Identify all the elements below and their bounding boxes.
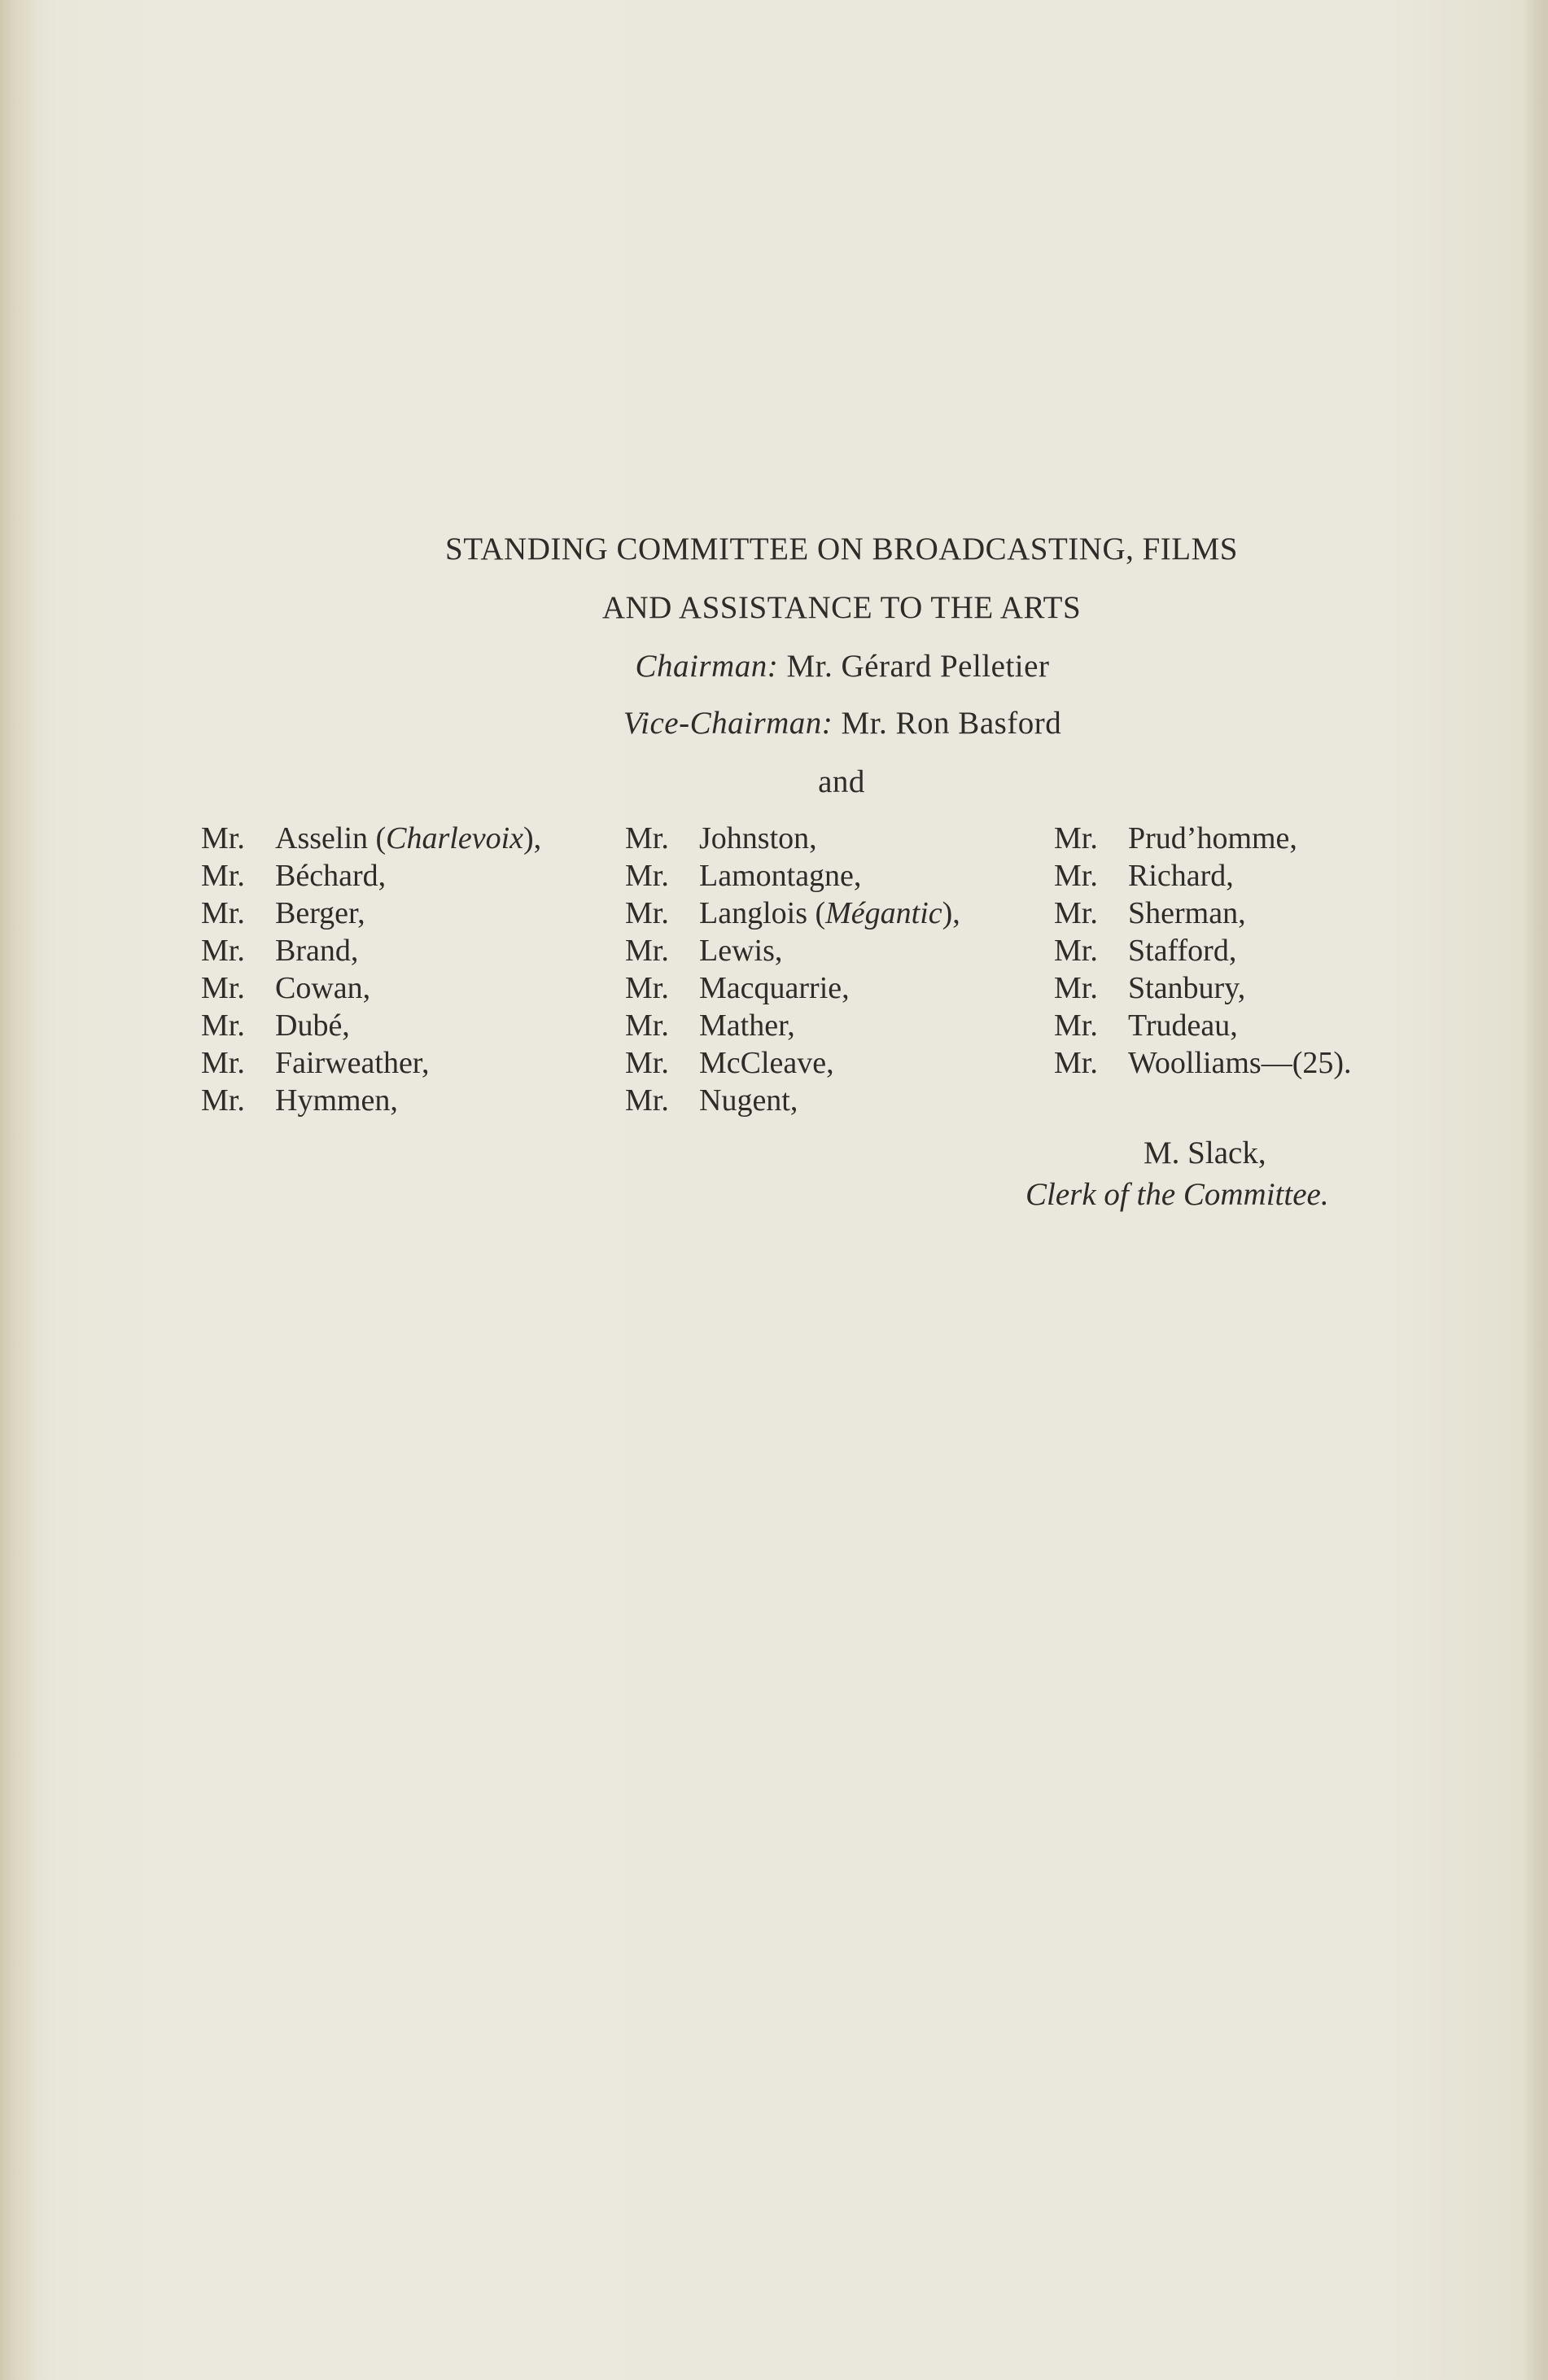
member-entry (1054, 895, 1352, 932)
member-entry (625, 895, 960, 932)
clerk-name: M. Slack, (1144, 1135, 1266, 1170)
member-name: Lamontagne, (699, 859, 862, 893)
chairman-label: Chairman: (635, 649, 779, 684)
members-column-1 (201, 820, 541, 1119)
member-entry (625, 1082, 960, 1119)
member-name: Berger, (275, 896, 365, 930)
member-name: Hymmen, (275, 1083, 398, 1118)
member-entry (1054, 820, 1352, 857)
member-prefix: Mr. (625, 859, 669, 893)
member-name: Macquarrie, (699, 971, 850, 1005)
member-entry (625, 820, 960, 857)
member-prefix: Mr. (625, 821, 669, 855)
member-entry (201, 1082, 541, 1119)
member-prefix: Mr. (625, 1083, 669, 1118)
member-prefix: Mr. (625, 896, 669, 930)
member-prefix: Mr. (201, 1083, 245, 1118)
member-name: Béchard, (275, 859, 387, 893)
member-prefix: Mr. (201, 934, 245, 968)
member-entry (625, 1044, 960, 1082)
chairman-name: Mr. Gérard Pelletier (786, 649, 1050, 684)
member-name: Fairweather, (275, 1046, 430, 1080)
member-name: Lewis, (699, 934, 783, 968)
member-riding-close: ), (942, 896, 960, 930)
member-entry (1054, 1044, 1352, 1082)
member-entry (625, 932, 960, 969)
member-name: Cowan, (275, 971, 371, 1005)
committee-title-line-2: AND ASSISTANCE TO THE ARTS (601, 590, 1082, 625)
member-entry (201, 969, 541, 1007)
member-name: Richard, (1128, 859, 1234, 893)
member-riding: Mégantic (825, 896, 942, 930)
member-prefix: Mr. (201, 896, 245, 930)
member-entry (201, 1044, 541, 1082)
clerk-title: Clerk of the Committee. (1025, 1177, 1329, 1212)
member-name: Johnston, (699, 821, 817, 855)
member-name: Prud’homme, (1128, 821, 1297, 855)
member-prefix: Mr. (201, 821, 245, 855)
member-name: Stanbury, (1128, 971, 1246, 1005)
member-name: Sherman, (1128, 896, 1246, 930)
member-riding: Charlevoix (386, 821, 524, 855)
committee-title-line-1: STANDING COMMITTEE ON BROADCASTING, FILMS (445, 532, 1238, 567)
member-name: Woolliams—(25). (1128, 1046, 1352, 1080)
member-prefix: Mr. (201, 859, 245, 893)
member-prefix: Mr. (1054, 1008, 1098, 1043)
member-entry (625, 857, 960, 895)
member-prefix: Mr. (1054, 896, 1098, 930)
member-name: McCleave, (699, 1046, 834, 1080)
member-prefix: Mr. (1054, 1046, 1098, 1080)
member-name: Dubé, (275, 1008, 350, 1043)
vice-chairman-name: Mr. Ron Basford (841, 706, 1062, 741)
member-entry (1054, 969, 1352, 1007)
member-prefix: Mr. (1054, 934, 1098, 968)
member-entry (201, 1007, 541, 1044)
and-text: and (818, 764, 865, 799)
member-name: Stafford, (1128, 934, 1237, 968)
member-name: Langlois ( (699, 896, 826, 930)
member-name: Brand, (275, 934, 359, 968)
member-name: Mather, (699, 1008, 795, 1043)
members-column-2 (625, 820, 960, 1119)
member-entry (1054, 932, 1352, 969)
member-entry (1054, 857, 1352, 895)
member-entry (201, 857, 541, 895)
member-prefix: Mr. (201, 1008, 245, 1043)
member-prefix: Mr. (625, 1046, 669, 1080)
member-prefix: Mr. (1054, 971, 1098, 1005)
page-left-edge (0, 0, 37, 2380)
chairman-line (2, 648, 1548, 685)
member-prefix: Mr. (625, 971, 669, 1005)
page-right-edge (1524, 0, 1548, 2380)
vice-chairman-label: Vice-Chairman: (623, 706, 833, 741)
member-name: Nugent, (699, 1083, 798, 1118)
member-prefix: Mr. (625, 934, 669, 968)
member-entry (1054, 1007, 1352, 1044)
members-column-3 (1054, 820, 1352, 1082)
member-name: Trudeau, (1128, 1008, 1238, 1043)
member-entry (201, 932, 541, 969)
member-prefix: Mr. (1054, 859, 1098, 893)
member-prefix: Mr. (1054, 821, 1098, 855)
member-entry (201, 895, 541, 932)
member-name: Asselin ( (275, 821, 387, 855)
member-prefix: Mr. (625, 1008, 669, 1043)
member-entry (625, 1007, 960, 1044)
vice-chairman-line (2, 705, 1548, 742)
member-riding-close: ), (523, 821, 542, 855)
member-entry (201, 820, 541, 857)
member-prefix: Mr. (201, 971, 245, 1005)
member-prefix: Mr. (201, 1046, 245, 1080)
member-entry (625, 969, 960, 1007)
